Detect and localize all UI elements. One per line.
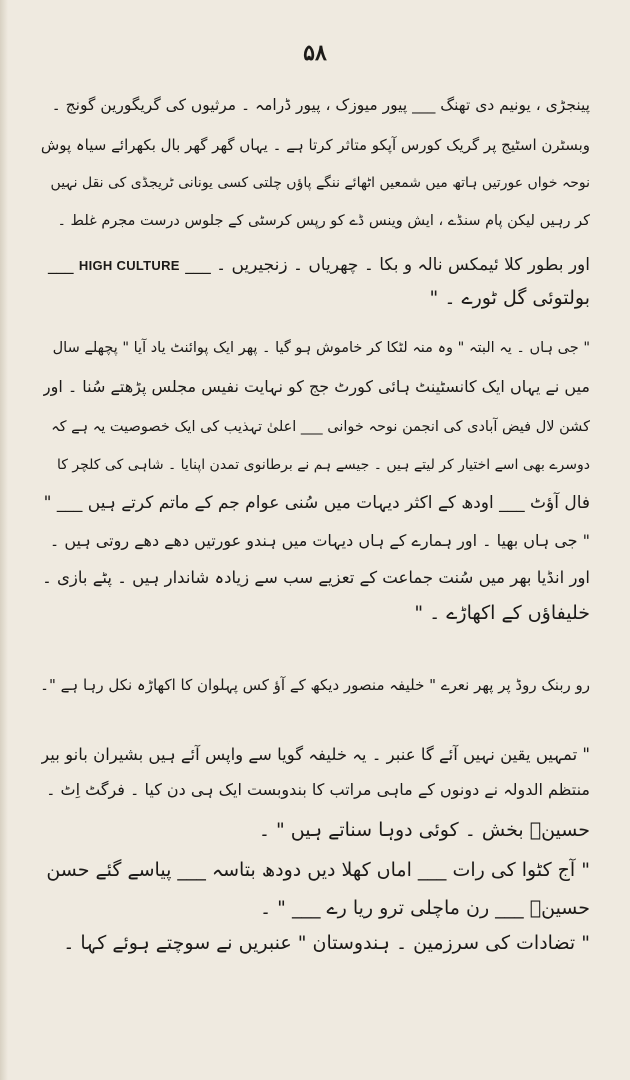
high-culture-dash: ___ (185, 255, 211, 275)
page-number: ۵۸ (303, 40, 327, 66)
high-culture-urdu: اور بطور کلا ئیمکس نالہ و بکا ۔ چھریاں ۔ زنجیریں ۔ (216, 255, 590, 275)
text-line-1: پینجڑی ، یونیم دی تھنگ ___ پیور میوزک ، پیور ڈرامہ ۔ مرثیوں کی گریگورین گونج ۔ (51, 96, 590, 114)
text-line-10: دوسرے بھی اسے اختیار کر لیتے ہیں ۔ جیسے ہم نے برطانوی تمدن اپنایا ۔ شاہی کی کلچر کا (57, 457, 590, 473)
text-line-20: حسینؑ ___ رن ماچلی ترو ریا رے ___ " ۔ (260, 897, 590, 919)
text-line-17: منتظم الدولہ نے دونوں کے ماہی مراتب کا بندوبست ایک ہی دن کیا ۔ فرگٹ اِٹ ۔ (46, 780, 590, 799)
text-line-19: " آج کٹوا کی رات ___ اماں کھلا دیں دودھ بتاسہ ___ پیاسے گئے حسن (46, 859, 590, 881)
text-line-12: " جی ہاں بھیا ۔ اور ہمارے کے ہاں دیہات میں ہندو عورتیں دھے دھے روتی ہیں ۔ (49, 531, 590, 550)
text-line-2: وبسٹرن اسٹیج پر گریک کورس آپکو متاثر کرتا ہے ۔ یہاں گھر گھر بال بکھرائے سیاہ پوش (40, 136, 590, 154)
text-line-16: " تمہیں یقین نہیں آئے گا عنبر ۔ یہ خلیفہ گویا سے واپس آئے ہیں بشیران بانو بیر (41, 745, 590, 764)
text-line-6: بولتوئی گل ٹورے ۔ " (429, 287, 590, 309)
text-line-4: کر رہیں لیکن پام سنڈے ، ایش وینس ڈے کو رپس کرسٹی کے جلوس درست مجرم غلط ۔ (57, 213, 590, 229)
high-culture-english: HIGH CULTURE (78, 258, 180, 273)
text-line-7: " جی ہاں ۔ یہ البتہ " وہ منہ لٹکا کر خاموش ہو گیا ۔ پھر ایک پوائنٹ یاد آیا " پچھلے سال (52, 340, 590, 356)
text-line-14: خلیفاؤں کے اکھاڑے ۔ " (414, 602, 590, 624)
text-line-8: میں نے یہاں ایک کانسٹینٹ ہائی کورٹ جج کو نہایت نفیس مجلس پڑھتے سُنا ۔ اور (42, 377, 590, 396)
text-line-15: رو ربنک روڈ پر پھر نعرے " خلیفہ منصور دیکھ کے آؤ کس پہلوان کا اکھاڑہ نکل رہا ہے "۔ (40, 676, 590, 694)
high-culture-dash-2: ___ (48, 255, 74, 275)
text-line-18: حسینؑ بخش ۔ کوئی دوہا سناتے ہیں " ۔ (258, 819, 590, 841)
text-line-9: کشن لال فیض آبادی کی انجمن نوحہ خوانی ___ اعلیٰ تہذیب کی ایک خصوصیت یہ ہے کہ (51, 419, 590, 435)
text-line-13: اور انڈیا بھر میں سُنت جماعت کے تعزیے سب سے زیادہ شاندار ہیں ۔ پٹے بازی ۔ (42, 568, 590, 587)
page-spine-shadow (0, 0, 8, 1080)
text-line-11: فال آؤٹ ___ اودھ کے اکثر دیہات میں سُنی عوام جم کے ماتم کرتے ہیں ___ " (43, 493, 590, 513)
text-line-21: " تضادات کی سرزمین ۔ ہندوستان " عنبریں نے سوچتے ہوئے کہا ۔ (63, 932, 590, 954)
text-line-high-culture (48, 250, 590, 281)
text-line-3: نوحہ خواں عورتیں ہاتھ میں شمعیں اٹھائے ننگے پاؤں چلتی کسی یونانی ٹریجڈی کی نقل نہیں (50, 175, 590, 191)
